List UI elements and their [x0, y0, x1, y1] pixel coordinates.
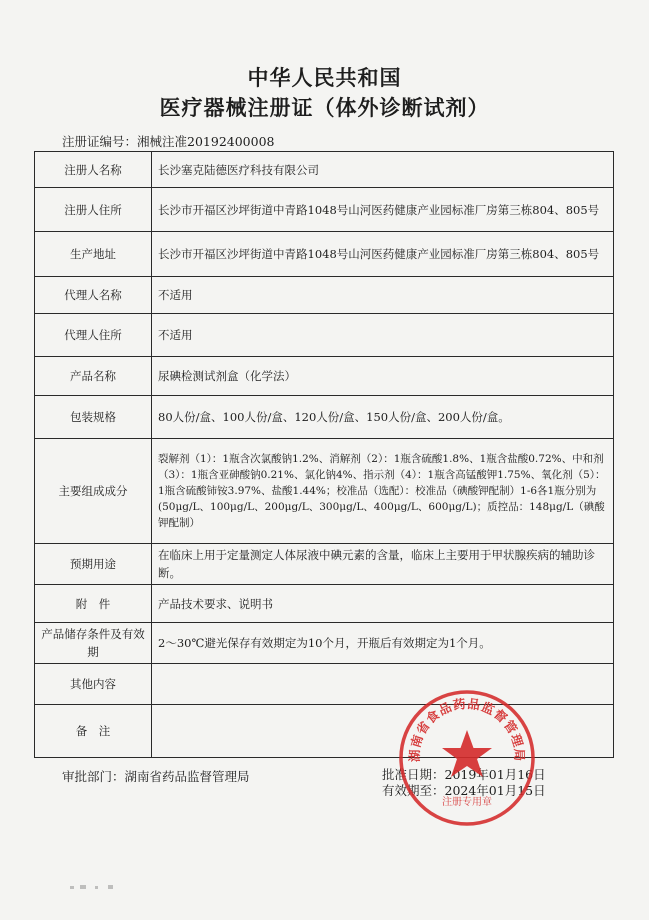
row-value: 裂解剂（1）：1瓶含次氯酸钠1.2%、消解剂（2）：1瓶含硫酸1.8%、1瓶含盐酸0.72%、中和剂（3）：1瓶含亚砷酸钠0.21%、氯化钠4%、指示剂（4）：1瓶含高锰酸钾1.75%、氧化剂（5）：1瓶含硫酸铈铵3.97%、盐酸1.44%；校准品（选配）：校准品（碘酸钾配制）1-6各1瓶分别为(50μg/L、100μg/L、200μg/L、300μg/L、400μg/L、600μg/L)；质控品：148μg/L（碘酸钾配制）	[152, 439, 614, 544]
seal-star-icon	[442, 730, 492, 777]
row-value	[152, 705, 614, 758]
row-value: 产品技术要求、说明书	[152, 585, 614, 623]
scan-artifact-mark	[0, 880, 160, 896]
row-label: 其他内容	[35, 664, 152, 705]
registration-number-value: 湘械注准20192400008	[137, 134, 275, 149]
registration-number-label: 注册证编号：	[62, 134, 138, 149]
document-title-line2: 医疗器械注册证（体外诊断试剂）	[159, 95, 490, 120]
row-label: 产品储存条件及有效期	[35, 623, 152, 664]
row-label: 注册人住所	[35, 188, 152, 232]
row-label: 产品名称	[35, 357, 152, 396]
table-row	[35, 188, 614, 232]
row-value	[152, 664, 614, 705]
table-row	[35, 544, 614, 585]
expiry-date: 有效期至：2024年01月15日	[382, 783, 546, 798]
row-label: 备 注	[35, 705, 152, 758]
row-label: 附 件	[35, 585, 152, 623]
row-value: 长沙市开福区沙坪街道中青路1048号山河医药健康产业园标准厂房第三栋804、805号	[152, 188, 614, 232]
row-label: 代理人住所	[35, 314, 152, 357]
official-seal-stamp	[397, 688, 537, 828]
table-row	[35, 585, 614, 623]
row-label: 包装规格	[35, 396, 152, 439]
row-label: 注册人名称	[35, 152, 152, 188]
seal-bottom-text: 注册专用章	[442, 797, 492, 808]
table-row	[35, 396, 614, 439]
row-value: 长沙市开福区沙坪街道中青路1048号山河医药健康产业园标准厂房第三栋804、805号	[152, 232, 614, 277]
registration-table	[34, 151, 614, 758]
row-value: 80人份/盒、100人份/盒、120人份/盒、150人份/盒、200人份/盒。	[152, 396, 614, 439]
table-row	[35, 232, 614, 277]
row-value: 不适用	[152, 314, 614, 357]
row-label: 代理人名称	[35, 277, 152, 314]
table-row	[35, 152, 614, 188]
row-value: 在临床上用于定量测定人体尿液中碘元素的含量，临床上主要用于甲状腺疾病的辅助诊断。	[152, 544, 614, 585]
row-label: 预期用途	[35, 544, 152, 585]
table-row	[35, 357, 614, 396]
table-row	[35, 277, 614, 314]
table-row	[35, 439, 614, 544]
row-value: 2～30℃避光保存有效期定为10个月，开瓶后有效期定为1个月。	[152, 623, 614, 664]
row-value: 长沙塞克陆德医疗科技有限公司	[152, 152, 614, 188]
registration-number	[62, 132, 275, 150]
approval-department: 审批部门：湖南省药品监督管理局	[62, 769, 250, 784]
table-row	[35, 623, 614, 664]
row-label: 主要组成成分	[35, 439, 152, 544]
seal-arc-text: 湖南省食品药品监督管理局	[406, 695, 528, 763]
row-label: 生产地址	[35, 232, 152, 277]
document-title-line1: 中华人民共和国	[247, 65, 402, 90]
table-row	[35, 314, 614, 357]
approval-date: 批准日期：2019年01月16日	[382, 767, 546, 782]
row-value: 尿碘检测试剂盒（化学法）	[152, 357, 614, 396]
row-value: 不适用	[152, 277, 614, 314]
